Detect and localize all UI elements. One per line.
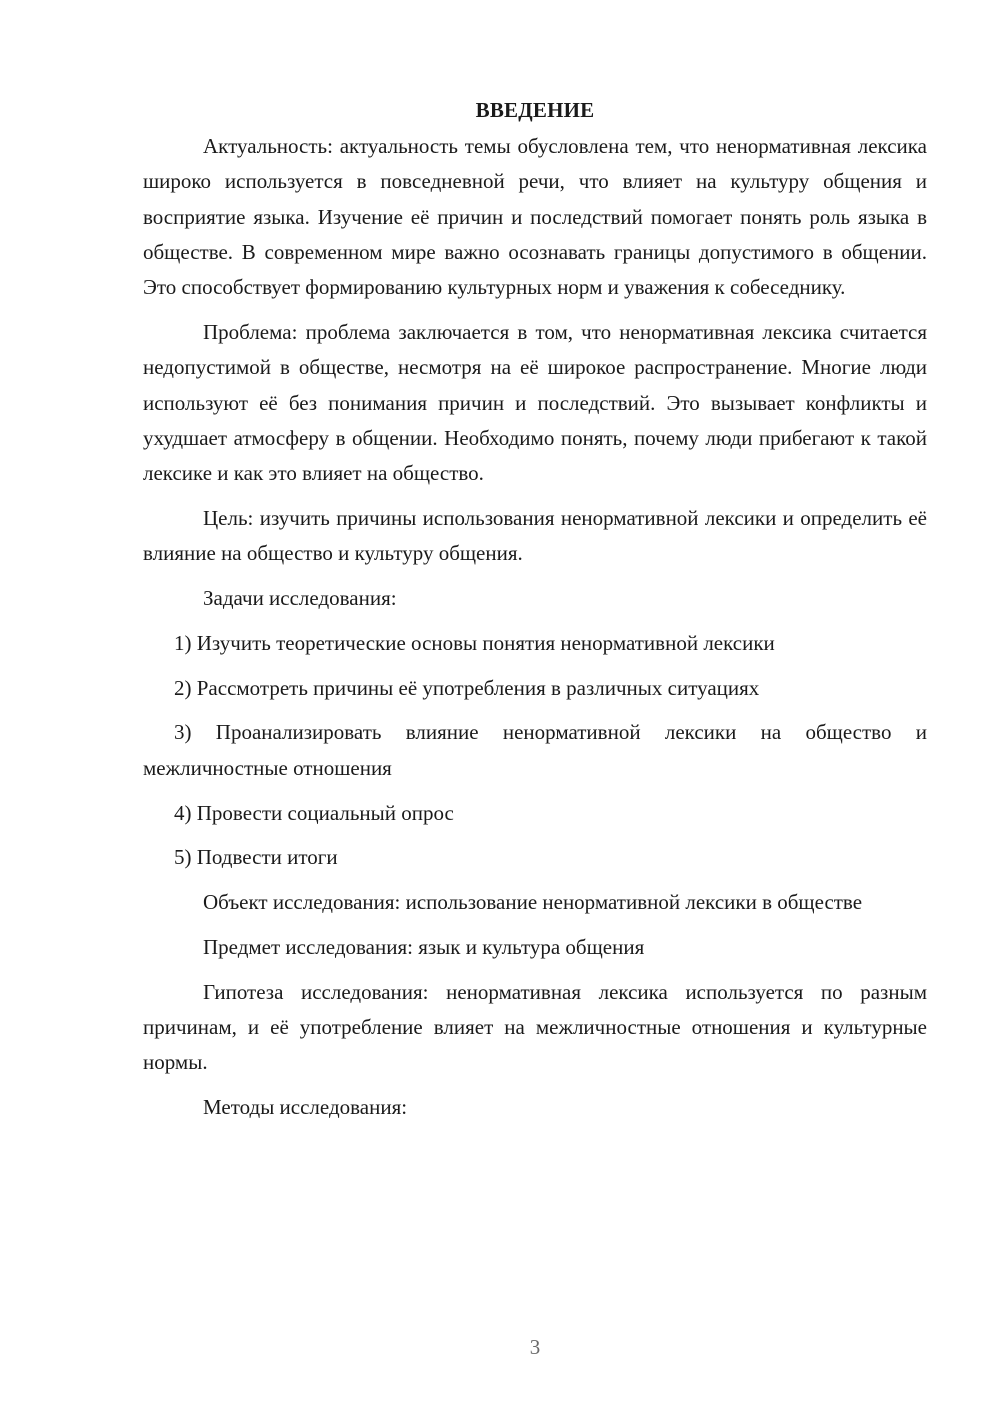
tasks-title: Задачи исследования:: [203, 586, 397, 611]
task-item-2: 2) Рассмотреть причины её употребления в различных ситуациях: [174, 675, 760, 700]
hypothesis-paragraph: Гипотеза исследования: ненормативная лексика используется по разным причинам, и её употребление влияет на межличностные отношения и культурные нормы.: [143, 979, 927, 1075]
task-item-1: 1) Изучить теоретические основы понятия ненормативной лексики: [174, 630, 775, 655]
problem-paragraph: Проблема: проблема заключается в том, что ненормативная лексика считается недопустимой в обществе, несмотря на её широкое распространение. Многие люди используют её без понимания причин и последствий. Это вызывает конфликты и ухудшает атмосферу в общении. Необходимо понять, почему люди прибегают к такой лексике и как это влияет на общество.: [143, 319, 927, 486]
task-item-3: 3) Проанализировать влияние ненормативной лексики на общество и межличностные отношения: [143, 720, 927, 780]
object-paragraph: Объект исследования: использование ненормативной лексики в обществе: [203, 890, 863, 915]
goal-paragraph: Цель: изучить причины использования ненормативной лексики и определить её влияние на общество и культуру общения.: [143, 505, 927, 566]
methods-title: Методы исследования:: [203, 1095, 408, 1120]
page-heading: ВВЕДЕНИЕ: [475, 98, 595, 122]
page-content: [143, 93, 927, 1135]
relevance-paragraph: Актуальность: актуальность темы обусловлена тем, что ненормативная лексика широко используется в повседневной речи, что влияет на культуру общения и восприятие языка. Изучение её причин и последствий помогает понять роль языка в обществе. В современном мире важно осознавать границы допустимого в общении. Это способствует формированию культурных норм и уважения к собеседнику.: [143, 134, 927, 300]
task-item-5: 5) Подвести итоги: [174, 845, 338, 870]
page-number: 3: [529, 1335, 541, 1359]
task-item-4: 4) Провести социальный опрос: [174, 800, 454, 825]
subject-paragraph: Предмет исследования: язык и культура общения: [203, 934, 645, 959]
